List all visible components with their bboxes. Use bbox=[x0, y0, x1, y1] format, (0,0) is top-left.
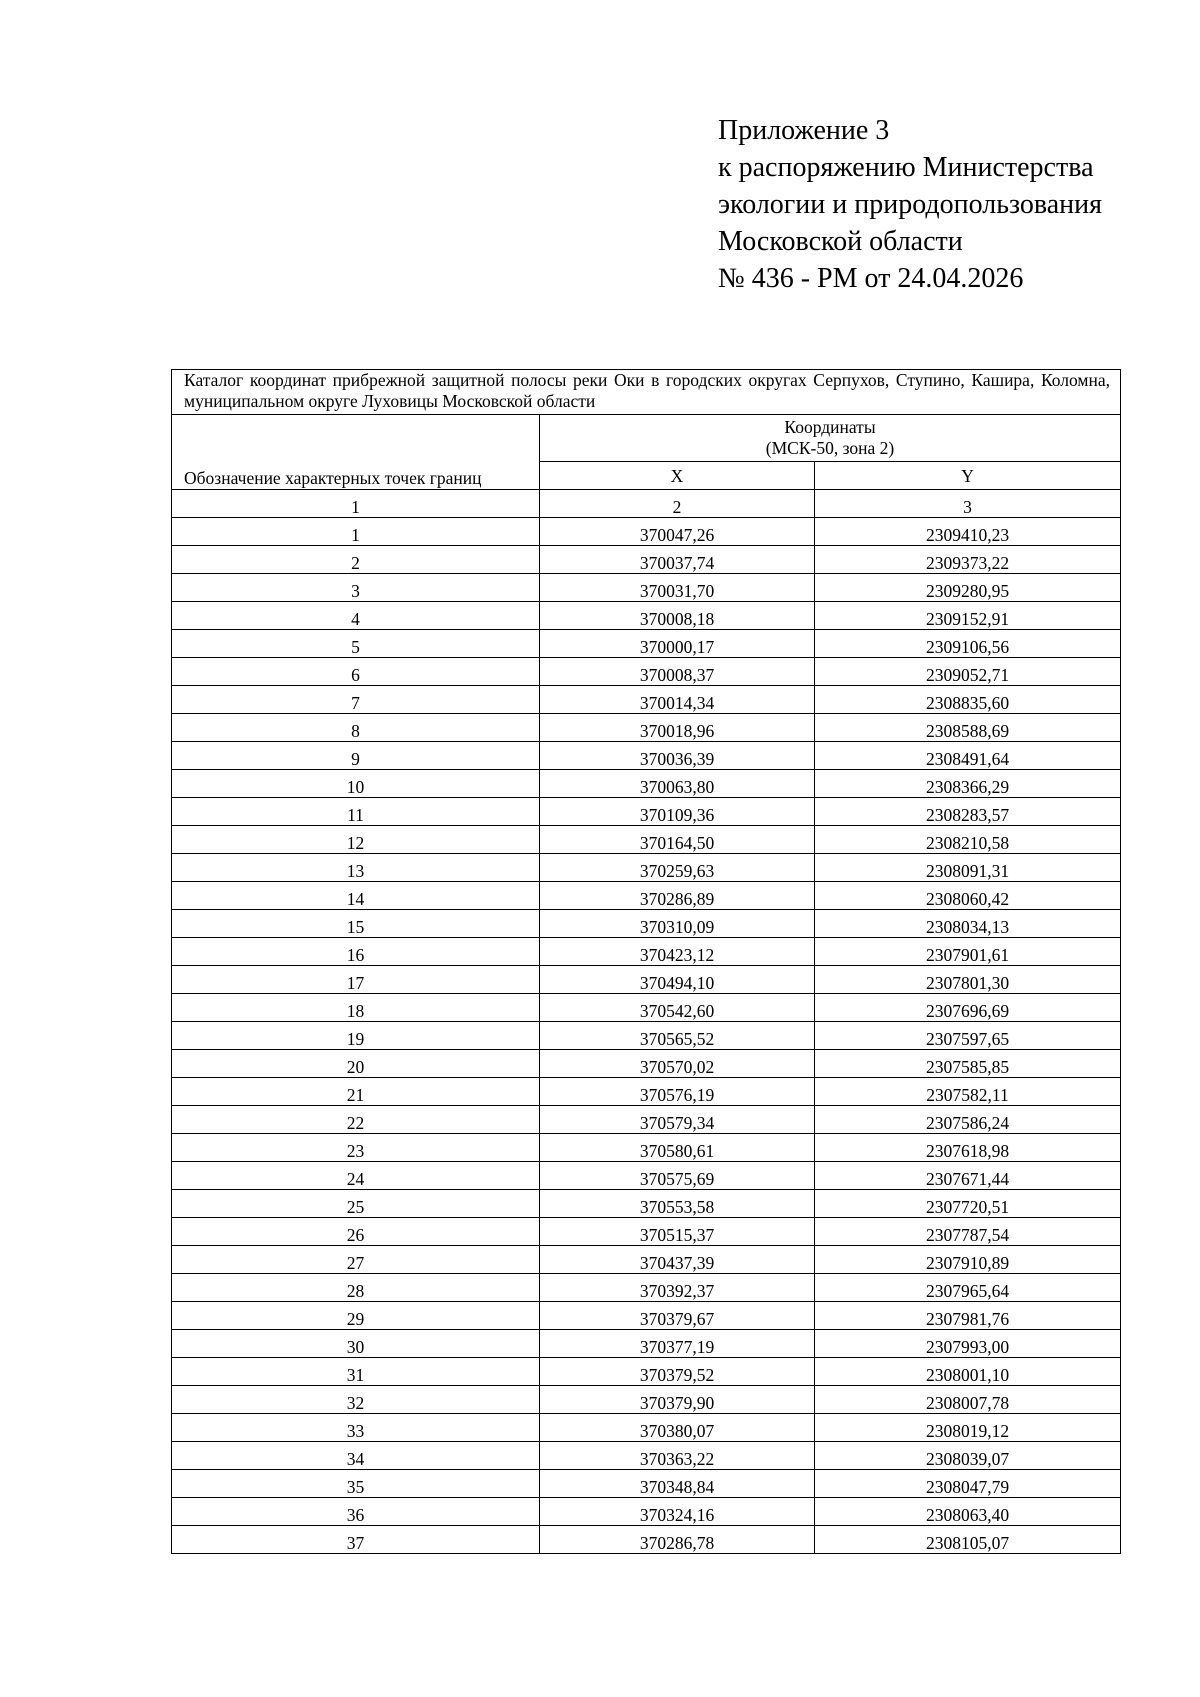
table-title: Каталог координат прибрежной защитной полосы реки Оки в городских округах Серпухов, Ступино, Кашира, Коломна, муниципальном округе Луховицы Московской области bbox=[172, 370, 1121, 415]
table-row bbox=[172, 1218, 1121, 1246]
x-coordinate-cell: 370109,36 bbox=[540, 798, 815, 826]
x-coordinate-cell: 370014,34 bbox=[540, 686, 815, 714]
point-number-cell: 12 bbox=[172, 826, 540, 854]
table-row bbox=[172, 1470, 1121, 1498]
y-coordinate-cell: 2308091,31 bbox=[815, 854, 1121, 882]
point-number-cell: 15 bbox=[172, 910, 540, 938]
table-row bbox=[172, 1050, 1121, 1078]
y-coordinate-cell: 2307993,00 bbox=[815, 1330, 1121, 1358]
table-row bbox=[172, 910, 1121, 938]
x-coordinate-cell: 370553,58 bbox=[540, 1190, 815, 1218]
x-coordinate-cell: 370379,67 bbox=[540, 1302, 815, 1330]
table-row bbox=[172, 1414, 1121, 1442]
point-number-cell: 22 bbox=[172, 1106, 540, 1134]
point-number-cell: 29 bbox=[172, 1302, 540, 1330]
x-coordinate-cell: 370018,96 bbox=[540, 714, 815, 742]
table-row bbox=[172, 1106, 1121, 1134]
point-number-cell: 18 bbox=[172, 994, 540, 1022]
point-number-cell: 5 bbox=[172, 630, 540, 658]
table-row bbox=[172, 1246, 1121, 1274]
table-row bbox=[172, 1442, 1121, 1470]
y-coordinate-cell: 2308366,29 bbox=[815, 770, 1121, 798]
table-header-row bbox=[172, 415, 1121, 462]
table-row bbox=[172, 1162, 1121, 1190]
point-number-cell: 16 bbox=[172, 938, 540, 966]
point-number-cell: 11 bbox=[172, 798, 540, 826]
x-coordinate-cell: 370047,26 bbox=[540, 518, 815, 546]
x-coordinate-cell: 370392,37 bbox=[540, 1274, 815, 1302]
table-row bbox=[172, 742, 1121, 770]
y-coordinate-cell: 2307696,69 bbox=[815, 994, 1121, 1022]
table-row bbox=[172, 1302, 1121, 1330]
column-number: 2 bbox=[540, 490, 815, 518]
table-row bbox=[172, 686, 1121, 714]
table-row bbox=[172, 1330, 1121, 1358]
x-coordinate-cell: 370063,80 bbox=[540, 770, 815, 798]
point-number-cell: 6 bbox=[172, 658, 540, 686]
table-row bbox=[172, 770, 1121, 798]
x-coordinate-cell: 370008,37 bbox=[540, 658, 815, 686]
x-coordinate-cell: 370259,63 bbox=[540, 854, 815, 882]
x-coordinate-cell: 370031,70 bbox=[540, 574, 815, 602]
y-coordinate-cell: 2309373,22 bbox=[815, 546, 1121, 574]
coordinates-table bbox=[171, 369, 1121, 1554]
x-coordinate-cell: 370542,60 bbox=[540, 994, 815, 1022]
point-number-cell: 34 bbox=[172, 1442, 540, 1470]
table-row bbox=[172, 1022, 1121, 1050]
point-number-cell: 26 bbox=[172, 1218, 540, 1246]
point-number-cell: 30 bbox=[172, 1330, 540, 1358]
table-row bbox=[172, 518, 1121, 546]
x-coordinate-cell: 370575,69 bbox=[540, 1162, 815, 1190]
appendix-ministry-line: экологии и природопользования bbox=[718, 189, 1103, 220]
x-coordinate-cell: 370570,02 bbox=[540, 1050, 815, 1078]
x-coordinate-cell: 370000,17 bbox=[540, 630, 815, 658]
x-coordinate-cell: 370423,12 bbox=[540, 938, 815, 966]
x-coordinate-cell: 370008,18 bbox=[540, 602, 815, 630]
y-coordinate-cell: 2309052,71 bbox=[815, 658, 1121, 686]
point-number-cell: 36 bbox=[172, 1498, 540, 1526]
y-coordinate-cell: 2307720,51 bbox=[815, 1190, 1121, 1218]
point-number-cell: 24 bbox=[172, 1162, 540, 1190]
point-number-cell: 27 bbox=[172, 1246, 540, 1274]
point-number-cell: 9 bbox=[172, 742, 540, 770]
x-coordinate-cell: 370576,19 bbox=[540, 1078, 815, 1106]
table-row bbox=[172, 714, 1121, 742]
point-number-cell: 19 bbox=[172, 1022, 540, 1050]
table-row bbox=[172, 798, 1121, 826]
y-coordinate-cell: 2307582,11 bbox=[815, 1078, 1121, 1106]
appendix-title: Приложение 3 bbox=[718, 115, 890, 146]
point-number-cell: 32 bbox=[172, 1386, 540, 1414]
x-coordinate-cell: 370286,78 bbox=[540, 1526, 815, 1554]
table-row bbox=[172, 1498, 1121, 1526]
x-coordinate-cell: 370286,89 bbox=[540, 882, 815, 910]
x-coordinate-cell: 370036,39 bbox=[540, 742, 815, 770]
point-number-cell: 8 bbox=[172, 714, 540, 742]
x-coordinate-cell: 370565,52 bbox=[540, 1022, 815, 1050]
y-coordinate-cell: 2308105,07 bbox=[815, 1526, 1121, 1554]
x-coordinate-cell: 370377,19 bbox=[540, 1330, 815, 1358]
point-number-cell: 3 bbox=[172, 574, 540, 602]
y-coordinate-cell: 2308491,64 bbox=[815, 742, 1121, 770]
y-coordinate-cell: 2308283,57 bbox=[815, 798, 1121, 826]
x-coordinate-cell: 370363,22 bbox=[540, 1442, 815, 1470]
table-row bbox=[172, 938, 1121, 966]
x-coordinate-cell: 370579,34 bbox=[540, 1106, 815, 1134]
coordinates-system-label: (МСК-50, зона 2) bbox=[765, 438, 895, 458]
y-coordinate-cell: 2308047,79 bbox=[815, 1470, 1121, 1498]
x-coordinate-cell: 370379,52 bbox=[540, 1358, 815, 1386]
y-column-header: Y bbox=[815, 462, 1121, 490]
coordinates-header bbox=[540, 415, 1121, 462]
point-number-cell: 23 bbox=[172, 1134, 540, 1162]
y-coordinate-cell: 2309280,95 bbox=[815, 574, 1121, 602]
x-coordinate-cell: 370515,37 bbox=[540, 1218, 815, 1246]
table-row bbox=[172, 1358, 1121, 1386]
point-number-cell: 20 bbox=[172, 1050, 540, 1078]
y-coordinate-cell: 2308019,12 bbox=[815, 1414, 1121, 1442]
point-designation-header: Обозначение характерных точек границ bbox=[172, 415, 540, 490]
point-number-cell: 10 bbox=[172, 770, 540, 798]
x-coordinate-cell: 370380,07 bbox=[540, 1414, 815, 1442]
y-coordinate-cell: 2308001,10 bbox=[815, 1358, 1121, 1386]
y-coordinate-cell: 2307787,54 bbox=[815, 1218, 1121, 1246]
table-row bbox=[172, 826, 1121, 854]
y-coordinate-cell: 2307965,64 bbox=[815, 1274, 1121, 1302]
x-coordinate-cell: 370580,61 bbox=[540, 1134, 815, 1162]
y-coordinate-cell: 2307910,89 bbox=[815, 1246, 1121, 1274]
column-number: 1 bbox=[172, 490, 540, 518]
point-number-cell: 7 bbox=[172, 686, 540, 714]
x-coordinate-cell: 370437,39 bbox=[540, 1246, 815, 1274]
y-coordinate-cell: 2308060,42 bbox=[815, 882, 1121, 910]
y-coordinate-cell: 2308039,07 bbox=[815, 1442, 1121, 1470]
y-coordinate-cell: 2307585,85 bbox=[815, 1050, 1121, 1078]
point-number-cell: 4 bbox=[172, 602, 540, 630]
table-row bbox=[172, 854, 1121, 882]
table-row bbox=[172, 602, 1121, 630]
y-coordinate-cell: 2307801,30 bbox=[815, 966, 1121, 994]
y-coordinate-cell: 2308210,58 bbox=[815, 826, 1121, 854]
table-title-row bbox=[172, 370, 1121, 415]
table-row bbox=[172, 1386, 1121, 1414]
point-number-cell: 1 bbox=[172, 518, 540, 546]
y-coordinate-cell: 2307618,98 bbox=[815, 1134, 1121, 1162]
y-coordinate-cell: 2309106,56 bbox=[815, 630, 1121, 658]
table-row bbox=[172, 966, 1121, 994]
point-number-cell: 21 bbox=[172, 1078, 540, 1106]
table-row bbox=[172, 630, 1121, 658]
column-numbers-row bbox=[172, 490, 1121, 518]
table-row bbox=[172, 1190, 1121, 1218]
point-number-cell: 2 bbox=[172, 546, 540, 574]
point-number-cell: 35 bbox=[172, 1470, 540, 1498]
table-row bbox=[172, 658, 1121, 686]
y-coordinate-cell: 2308007,78 bbox=[815, 1386, 1121, 1414]
appendix-header bbox=[718, 112, 1168, 297]
point-number-cell: 31 bbox=[172, 1358, 540, 1386]
table-row bbox=[172, 1078, 1121, 1106]
y-coordinate-cell: 2309410,23 bbox=[815, 518, 1121, 546]
appendix-region-line: Московской области bbox=[718, 226, 963, 257]
point-number-cell: 17 bbox=[172, 966, 540, 994]
x-coordinate-cell: 370164,50 bbox=[540, 826, 815, 854]
table-row bbox=[172, 994, 1121, 1022]
x-coordinate-cell: 370494,10 bbox=[540, 966, 815, 994]
x-coordinate-cell: 370348,84 bbox=[540, 1470, 815, 1498]
y-coordinate-cell: 2307671,44 bbox=[815, 1162, 1121, 1190]
y-coordinate-cell: 2307586,24 bbox=[815, 1106, 1121, 1134]
y-coordinate-cell: 2307981,76 bbox=[815, 1302, 1121, 1330]
x-column-header: X bbox=[540, 462, 815, 490]
point-number-cell: 25 bbox=[172, 1190, 540, 1218]
point-number-cell: 37 bbox=[172, 1526, 540, 1554]
y-coordinate-cell: 2308835,60 bbox=[815, 686, 1121, 714]
table-row bbox=[172, 574, 1121, 602]
point-number-cell: 14 bbox=[172, 882, 540, 910]
table-row bbox=[172, 1274, 1121, 1302]
y-coordinate-cell: 2309152,91 bbox=[815, 602, 1121, 630]
table-row bbox=[172, 1134, 1121, 1162]
x-coordinate-cell: 370379,90 bbox=[540, 1386, 815, 1414]
table-row bbox=[172, 1526, 1121, 1554]
point-number-cell: 33 bbox=[172, 1414, 540, 1442]
y-coordinate-cell: 2307597,65 bbox=[815, 1022, 1121, 1050]
point-number-cell: 28 bbox=[172, 1274, 540, 1302]
table-row bbox=[172, 882, 1121, 910]
point-number-cell: 13 bbox=[172, 854, 540, 882]
y-coordinate-cell: 2307901,61 bbox=[815, 938, 1121, 966]
appendix-order-line: к распоряжению Министерства bbox=[718, 152, 1094, 183]
x-coordinate-cell: 370037,74 bbox=[540, 546, 815, 574]
appendix-number-date: № 436 - РМ от 24.04.2026 bbox=[718, 263, 1024, 294]
y-coordinate-cell: 2308063,40 bbox=[815, 1498, 1121, 1526]
x-coordinate-cell: 370324,16 bbox=[540, 1498, 815, 1526]
x-coordinate-cell: 370310,09 bbox=[540, 910, 815, 938]
coordinates-header-title: Координаты bbox=[784, 417, 876, 437]
column-number: 3 bbox=[815, 490, 1121, 518]
y-coordinate-cell: 2308588,69 bbox=[815, 714, 1121, 742]
y-coordinate-cell: 2308034,13 bbox=[815, 910, 1121, 938]
table-row bbox=[172, 546, 1121, 574]
